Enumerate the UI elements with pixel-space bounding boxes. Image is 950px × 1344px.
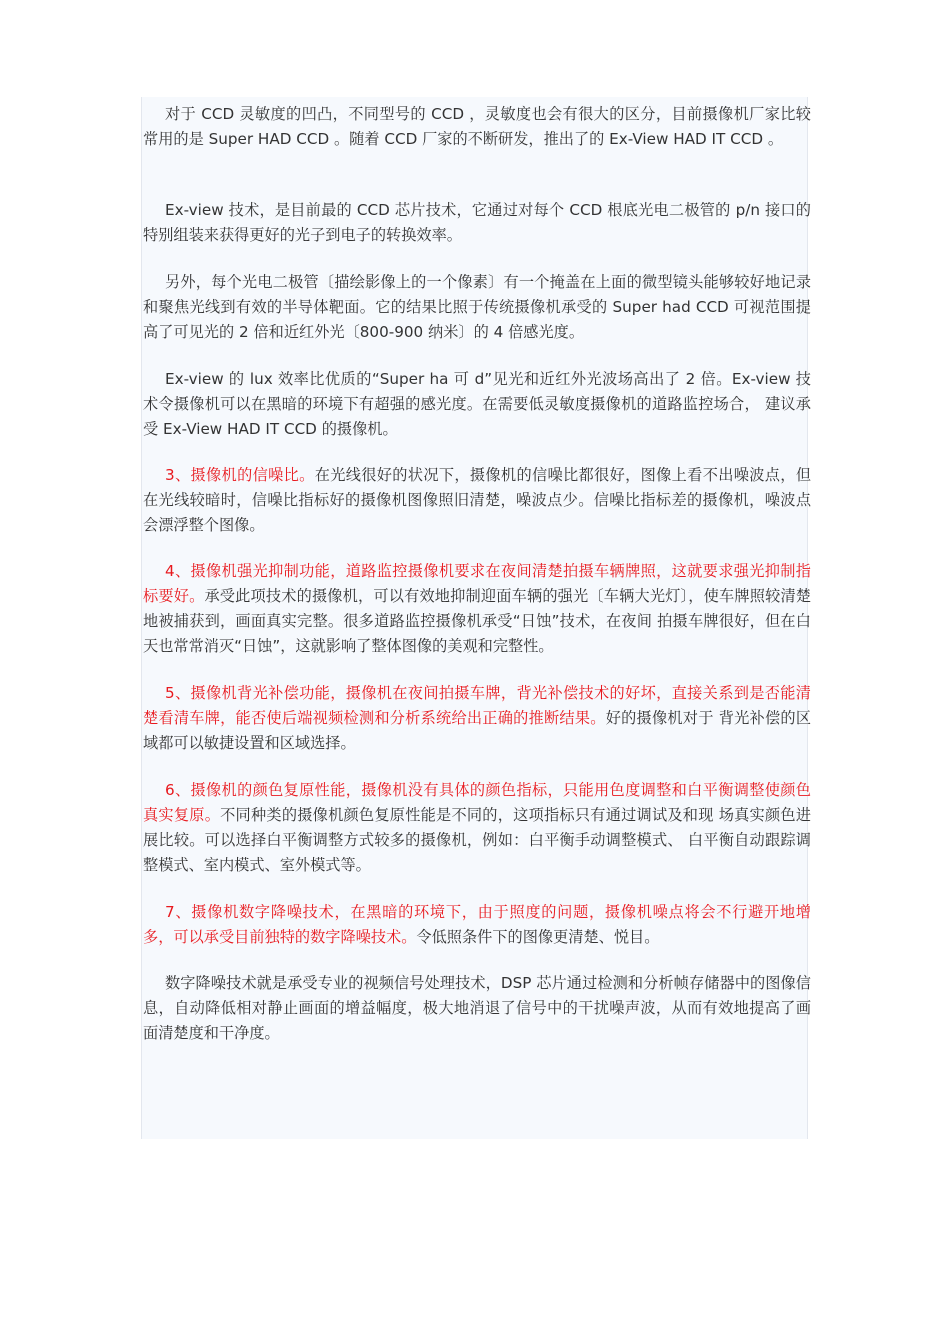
paragraph-glare-suppression: [143, 559, 811, 659]
paragraph-highlight: 4、摄像机强光抑制功能，道路监控摄像机要求在夜间清楚拍摄车辆牌照，这就要求强光抑制指标要好。: [143, 562, 811, 605]
paragraph-text: 数字降噪技术就是承受专业的视频信号处理技术，DSP 芯片通过检测和分析帧存储器中的图像信息，自动降低相对静止画面的增益幅度，极大地消退了信号中的干扰噪声波，从而有效地提高了画面清楚度和干净度。: [143, 974, 811, 1042]
paragraph-backlight-compensation: [143, 681, 811, 756]
paragraph-text: 好的摄像机对于 背光补偿的区域都可以敏捷设置和区域选择。: [143, 709, 812, 752]
paragraph-text: 对于 CCD 灵敏度的凹凸，不同型号的 CCD ，灵敏度也会有很大的区分，目前摄像机厂家比较常用的是 Super HAD CCD 。随着 CCD 厂家的不断研发，推出了的 Ex-View HAD IT CCD 。: [143, 105, 811, 148]
paragraph-text: 承受此项技术的摄像机，可以有效地抑制迎面车辆的强光〔车辆大光灯〕，使车牌照较清楚地被捕获到，画面真实完整。很多道路监控摄像机承受“日蚀”技术，在夜间 拍摄车牌很好，但在白天也常常消灭“日蚀”，这就影响了整体图像的美观和完整性。: [143, 587, 811, 655]
paragraph-photodiode: [143, 270, 811, 345]
paragraph-highlight: 6、摄像机的颜色复原性能，摄像机没有具体的颜色指标，只能用色度调整和白平衡调整使颜色真实复原。: [143, 781, 811, 824]
paragraph-text: 在光线很好的状况下，摄像机的信噪比都很好，图像上看不出噪波点，但在光线较暗时，信噪比指标好的摄像机图像照旧清楚，噪波点少。信噪比指标差的摄像机，噪波点会漂浮整个图像。: [143, 466, 812, 534]
paragraph-text: 不同种类的摄像机颜色复原性能是不同的，这项指标只有通过调试及和现 场真实颜色进展比较。可以选择白平衡调整方式较多的摄像机，例如：白平衡手动调整模式、 白平衡自动跟踪调整模式、室内模式、室外模式等。: [143, 806, 812, 874]
paragraph-text: Ex-view 技术，是目前最的 CCD 芯片技术，它通过对每个 CCD 根底光电二极管的 p/n 接口的特别组装来获得更好的光子到电子的转换效率。: [143, 201, 811, 244]
paragraph-digital-noise-reduction: [143, 900, 811, 950]
paragraph-ccd-sensitivity: [143, 102, 811, 152]
paragraph-color-reproduction: [143, 778, 811, 878]
paragraph-highlight: 3、摄像机的信噪比。: [165, 466, 315, 484]
paragraph-text: 另外，每个光电二极管〔描绘影像上的一个像素〕有一个掩盖在上面的微型镜头能够较好地记录和聚焦光线到有效的半导体靶面。它的结果比照于传统摄像机承受的 Super had CCD 可视范围提高了可见光的 2 倍和近红外光〔800-900 纳米〕的 4 倍感光度。: [143, 273, 811, 341]
paragraph-text: Ex-view 的 lux 效率比优质的“Super ha 可 d”见光和近红外光波场高出了 2 倍。Ex-view 技 术令摄像机可以在黑暗的环境下有超强的感光度。在需要低灵敏度摄像机的道路监控场合， 建议承受 Ex-View HAD IT CCD 的摄像机。: [143, 370, 811, 438]
paragraph-lux-efficiency: [143, 367, 811, 442]
paragraph-ex-view-tech: [143, 198, 811, 248]
paragraph-highlight: 5、摄像机背光补偿功能，摄像机在夜间拍摄车牌，背光补偿技术的好坏，直接关系到是否能清楚看清车牌，能否使后端视频检测和分析系统给出正确的推断结果。: [143, 684, 811, 727]
paragraph-highlight: 7、摄像机数字降噪技术，在黑暗的环境下，由于照度的问题，摄像机噪点将会不行避开地增多，可以承受目前独特的数字降噪技术。: [143, 903, 811, 946]
paragraph-snr: [143, 463, 811, 538]
paragraph-dsp-processing: [143, 971, 811, 1046]
paragraph-text: 令低照条件下的图像更清楚、悦目。: [416, 928, 660, 946]
